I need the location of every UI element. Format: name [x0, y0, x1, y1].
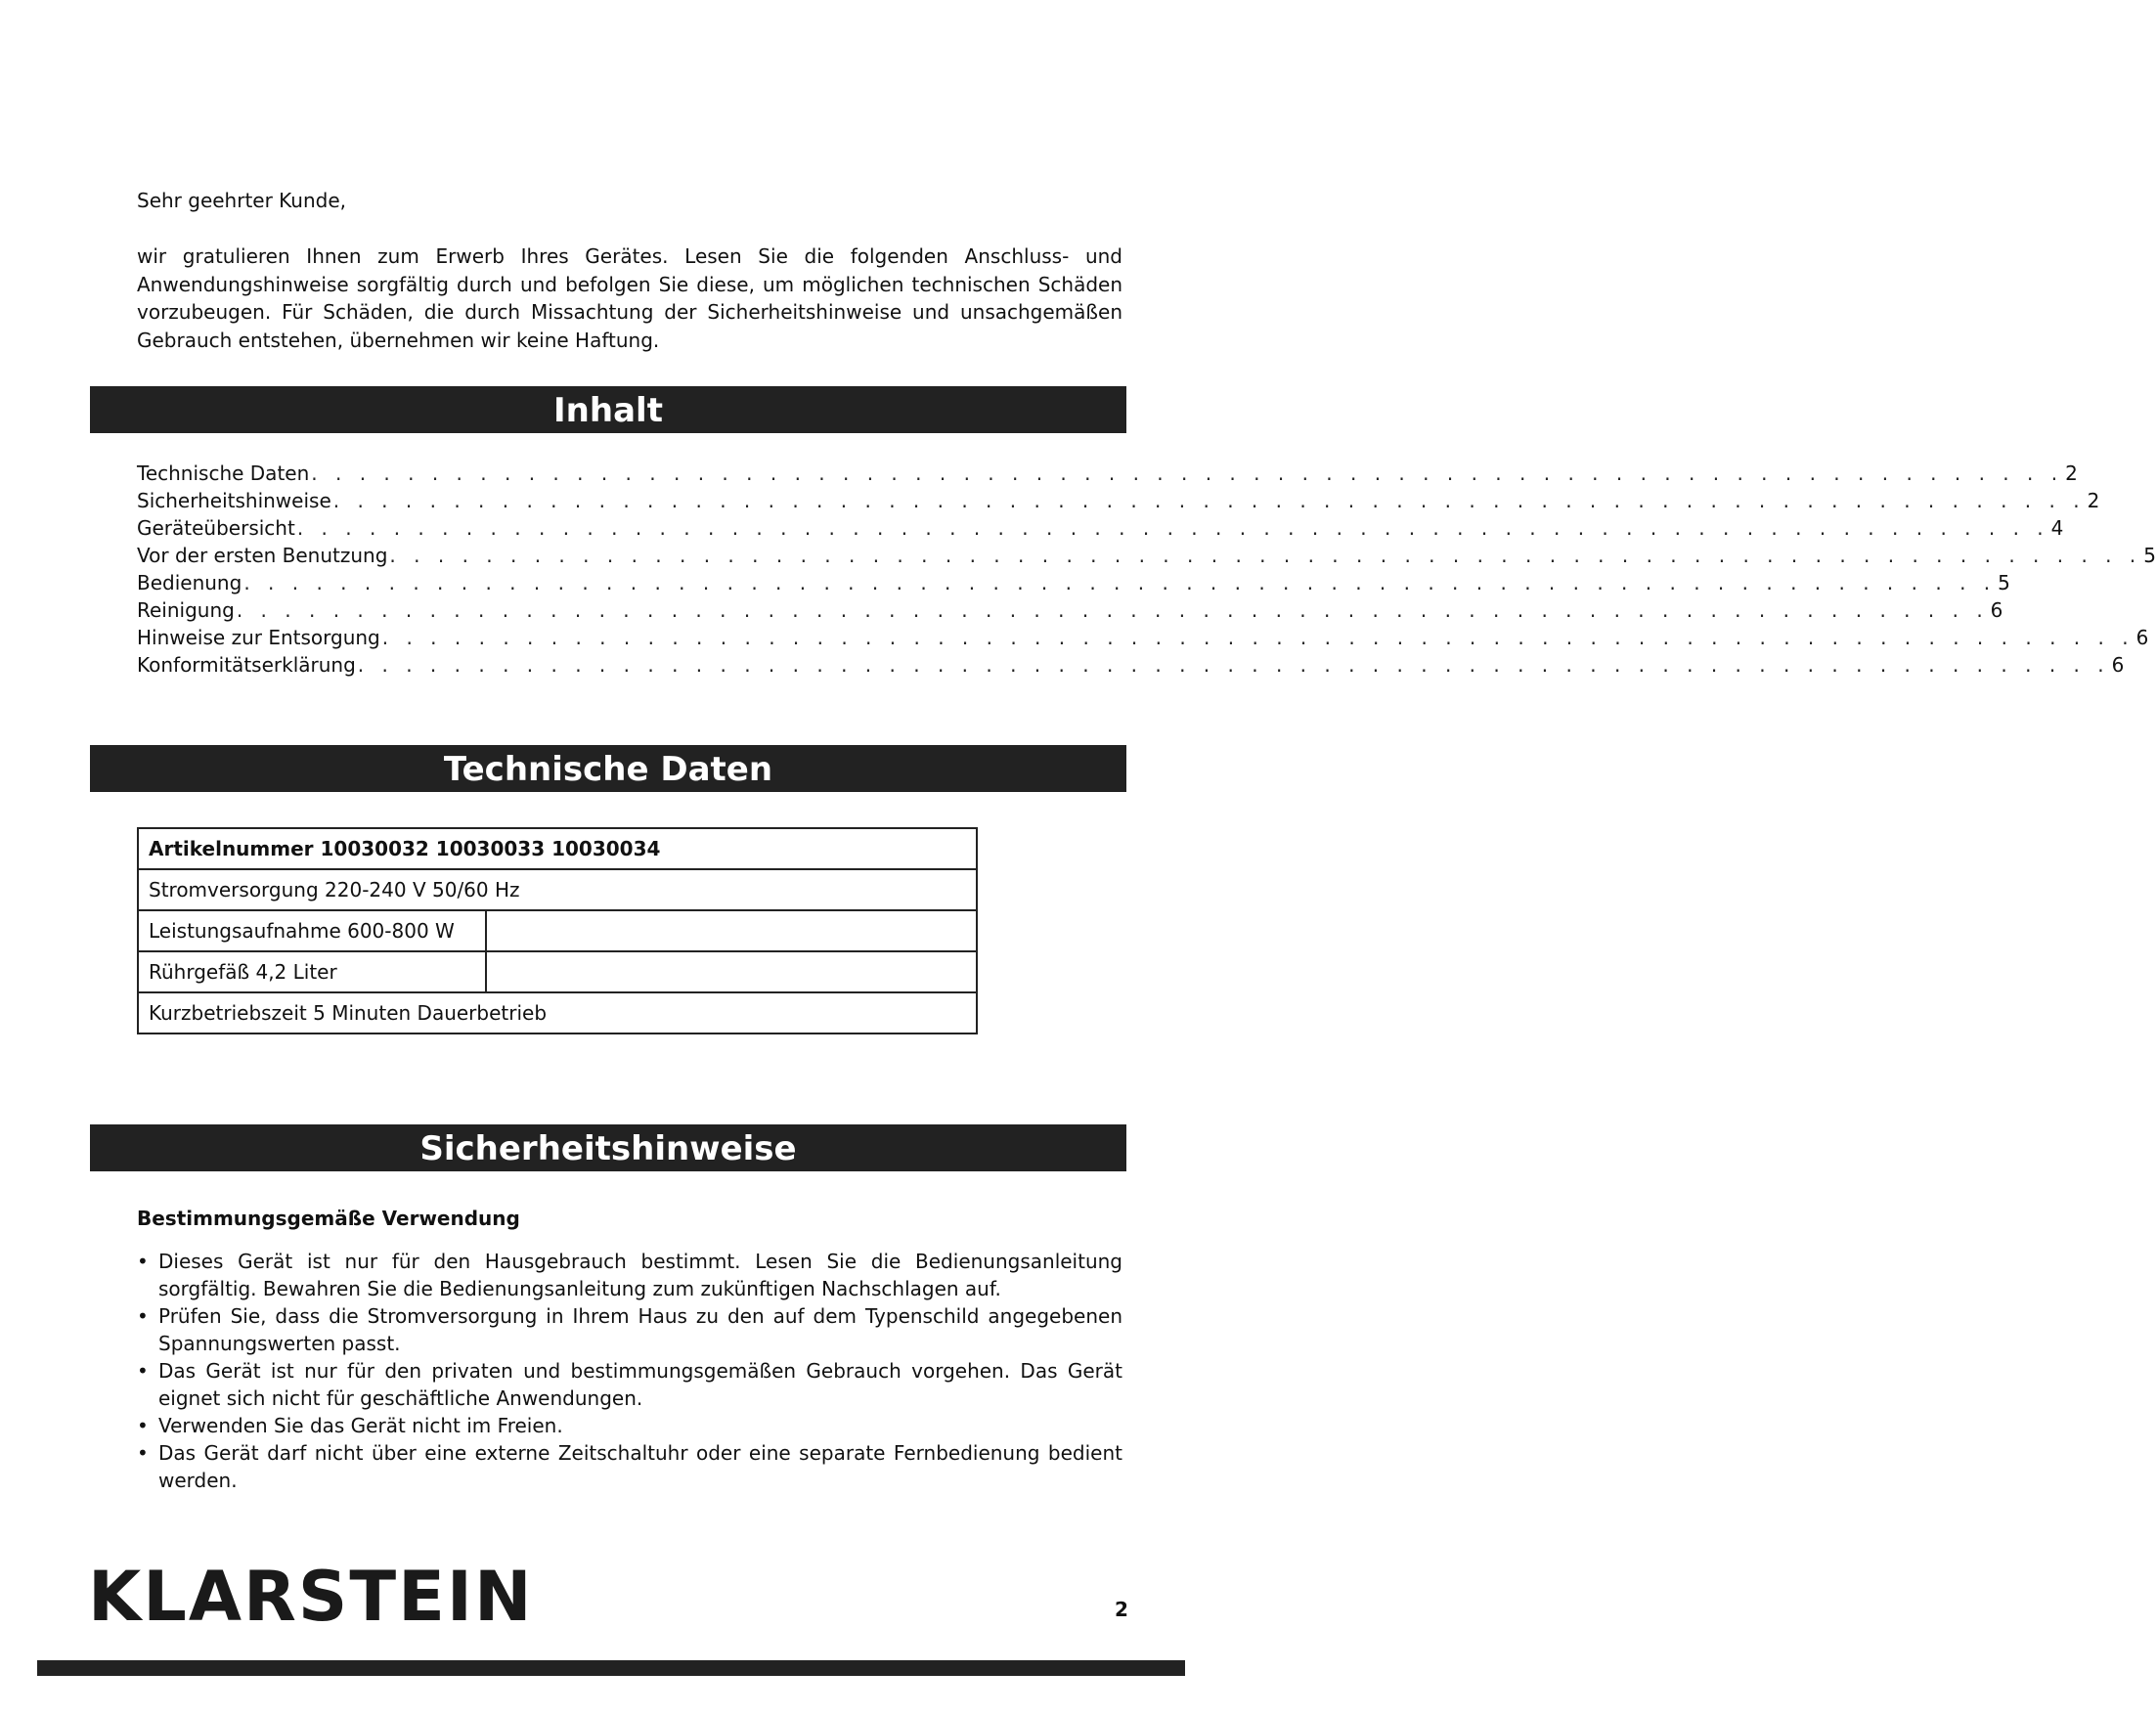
greeting: Sehr geehrter Kunde,: [137, 189, 347, 212]
safety-bullet-list: [137, 1248, 1122, 1494]
bullet-icon: •: [137, 1414, 149, 1437]
table-cell: Artikelnummer 10030032 10030033 10030034: [138, 828, 977, 869]
toc-label: Vor der ersten Benutzung: [137, 544, 388, 567]
table-row: [138, 869, 977, 910]
bullet-icon: •: [137, 1359, 149, 1383]
toc-page: 6: [2111, 653, 2125, 677]
list-item: • Dieses Gerät ist nur für den Hausgebrauch bestimmt. Lesen Sie die Bedienungsanleitung sorgfältig. Bewahren Sie die Bedienungsanleitung zum zukünftigen Nachschlagen auf.: [137, 1250, 1122, 1300]
bullet-icon: •: [137, 1250, 149, 1273]
toc-leader: . . . . . . . . . . . . . . . . . . . . . . . . . . . . . . . . . . . . . . . . . . . . . . . . . . . . . . . . . . . . . . . . . . . . . . . . .: [357, 653, 2110, 677]
toc-leader: . . . . . . . . . . . . . . . . . . . . . . . . . . . . . . . . . . . . . . . . . . . . . . . . . . . . . . . . . . . . . . . . . . . . . . . . .: [243, 571, 1997, 594]
toc-page: 4: [2050, 516, 2064, 540]
toc-label: Geräteübersicht: [137, 516, 295, 540]
list-item: • Das Gerät ist nur für den privaten und bestimmungsgemäßen Gebrauch vorgehen. Das Gerät eignet sich nicht für geschäftliche Anwendungen.: [137, 1359, 1122, 1410]
toc-label: Reinigung: [137, 598, 235, 622]
table-cell-empty: [486, 951, 977, 992]
toc-leader: . . . . . . . . . . . . . . . . . . . . . . . . . . . . . . . . . . . . . . . . . . . . . . . . . . . . . . . . . . . . . . . . . . . . . . . . .: [236, 598, 1989, 622]
toc-leader: . . . . . . . . . . . . . . . . . . . . . . . . . . . . . . . . . . . . . . . . . . . . . . . . . . . . . . . . . . . . . . . . . . . . . . . . .: [381, 626, 2134, 649]
toc-label: Technische Daten: [137, 462, 310, 485]
table-row: [138, 951, 977, 992]
toc-leader: . . . . . . . . . . . . . . . . . . . . . . . . . . . . . . . . . . . . . . . . . . . . . . . . . . . . . . . . . . . . . . . . . . . . . . . . .: [311, 462, 2064, 485]
toc-page: 2: [2087, 489, 2100, 512]
table-cell-empty: [486, 910, 977, 951]
table-row: [138, 910, 977, 951]
toc-entry[interactable]: [137, 460, 2078, 487]
bullet-icon: •: [137, 1441, 149, 1465]
list-item: • Prüfen Sie, dass die Stromversorgung in Ihrem Haus zu den auf dem Typenschild angegebenen Spannungswerten passt.: [137, 1304, 1122, 1355]
toc-page: 6: [2135, 626, 2149, 649]
intro-paragraph: wir gratulieren Ihnen zum Erwerb Ihres Gerätes. Lesen Sie die folgenden Anschluss- und Anwendungshinweise sorgfältig durch und befolgen Sie diese, um möglichen technischen Schäden vorzubeugen. Für Schäden, die durch Missachtung der Sicherheitshinweise und unsachgemäßen Gebrauch entstehen, übernehmen wir keine Haftung.: [137, 244, 1122, 352]
toc-entry[interactable]: [137, 487, 2100, 514]
toc-leader: . . . . . . . . . . . . . . . . . . . . . . . . . . . . . . . . . . . . . . . . . . . . . . . . . . . . . . . . . . . . . . . . . . . . . . . . .: [389, 544, 2142, 567]
toc-page: 2: [2065, 462, 2078, 485]
toc-leader: . . . . . . . . . . . . . . . . . . . . . . . . . . . . . . . . . . . . . . . . . . . . . . . . . . . . . . . . . . . . . . . . . . . . . . . . .: [296, 516, 2049, 540]
footer-bar: [37, 1660, 1185, 1676]
toc-page: 6: [1990, 598, 2003, 622]
table-cell: Stromversorgung 220-240 V 50/60 Hz: [138, 869, 977, 910]
toc-leader: . . . . . . . . . . . . . . . . . . . . . . . . . . . . . . . . . . . . . . . . . . . . . . . . . . . . . . . . . . . . . . . . . . . . . . . . .: [332, 489, 2086, 512]
page-number: 2: [1115, 1598, 1128, 1621]
toc-entry[interactable]: [137, 624, 2149, 651]
toc-entry[interactable]: [137, 651, 2125, 679]
toc-page: 5: [2143, 544, 2156, 567]
toc-label: Hinweise zur Entsorgung: [137, 626, 380, 649]
toc-label: Bedienung: [137, 571, 242, 594]
table-cell: Rührgefäß 4,2 Liter: [138, 951, 486, 992]
table-row: [138, 992, 977, 1033]
brand-logo: KLARSTEIN: [88, 1557, 534, 1637]
technical-data-table: [137, 827, 978, 1034]
bullet-icon: •: [137, 1304, 149, 1328]
toc-entry[interactable]: [137, 596, 2003, 624]
toc-label: Konformitätserklärung: [137, 653, 356, 677]
table-cell: Leistungsaufnahme 600-800 W: [138, 910, 486, 951]
list-item: • Verwenden Sie das Gerät nicht im Freien.: [137, 1414, 563, 1437]
section-header-safety: Sicherheitshinweise: [90, 1124, 1126, 1171]
table-of-contents: [137, 460, 2156, 679]
table-row: [138, 828, 977, 869]
toc-entry[interactable]: [137, 569, 2010, 596]
toc-label: Sicherheitshinweise: [137, 489, 331, 512]
section-header-technical-data: Technische Daten: [90, 745, 1126, 792]
toc-entry[interactable]: [137, 514, 2064, 542]
list-item: • Das Gerät darf nicht über eine externe Zeitschaltuhr oder eine separate Fernbedienung bedient werden.: [137, 1441, 1122, 1492]
section-header-contents: Inhalt: [90, 386, 1126, 433]
toc-page: 5: [1998, 571, 2010, 594]
toc-entry[interactable]: [137, 542, 2156, 569]
table-cell: Kurzbetriebszeit 5 Minuten Dauerbetrieb: [138, 992, 977, 1033]
safety-subheading: Bestimmungsgemäße Verwendung: [137, 1207, 520, 1230]
